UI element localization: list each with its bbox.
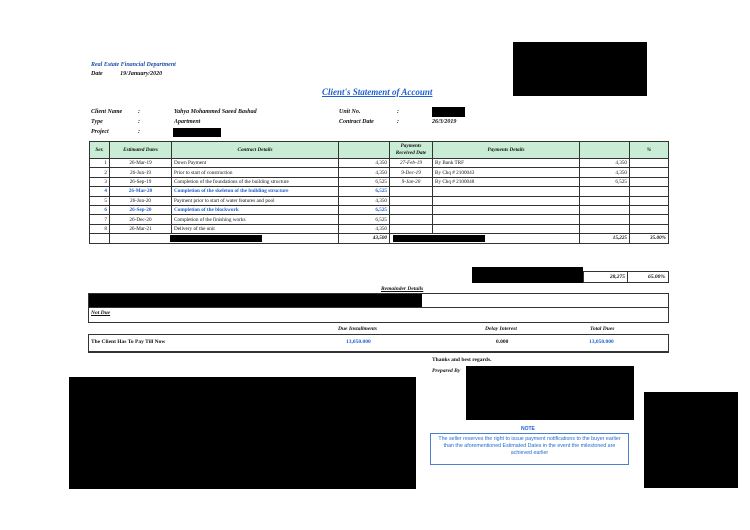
row-received: 9-Jan-20 xyxy=(390,177,433,186)
client-name-value: Yahya Mohammed Saeed Bashad xyxy=(174,109,257,115)
row-details: Completion of the blockwork xyxy=(172,205,339,214)
table-row xyxy=(90,187,669,196)
table-row xyxy=(90,159,669,168)
row-percent xyxy=(630,215,669,224)
row-paid xyxy=(580,224,630,233)
header-contract-details: Contract Details xyxy=(172,142,339,159)
row-received: 27-Feb-19 xyxy=(390,159,433,168)
row-ser: 4 xyxy=(90,187,110,196)
table-row xyxy=(90,177,669,186)
row-details: Payment prior to start of water features and pool xyxy=(172,196,339,205)
statement-table xyxy=(89,141,669,244)
row-pay-details xyxy=(433,187,580,196)
row-details: Delivery of the unit xyxy=(172,224,339,233)
row-ser: 3 xyxy=(90,177,110,186)
remaining-percent: 65.00% xyxy=(648,274,665,280)
row-pay-details: By Chq # 2100048 xyxy=(433,177,580,186)
table-row xyxy=(90,224,669,233)
row-amount: 4,350 xyxy=(339,196,390,205)
row-amount: 6,525 xyxy=(339,205,390,214)
row-pay-details xyxy=(433,215,580,224)
prepared-by-label: Prepared By xyxy=(432,368,461,374)
client-pay-box xyxy=(88,334,669,353)
row-paid: 4,350 xyxy=(580,168,630,177)
total-row xyxy=(90,234,669,243)
row-details: Down Payment xyxy=(172,159,339,168)
date-row xyxy=(91,71,162,77)
table-row xyxy=(90,168,669,177)
colon: : xyxy=(397,119,399,125)
client-name-label: Client Name xyxy=(91,109,123,115)
row-percent xyxy=(630,224,669,233)
thanks-text: Thanks and best regards. xyxy=(432,357,492,363)
total-paid-label-cell xyxy=(390,234,580,243)
due-installments-label: Due Installments xyxy=(338,326,377,332)
table-row xyxy=(90,205,669,214)
row-amount: 4,350 xyxy=(339,168,390,177)
row-pay-details: By Chq # 2100043 xyxy=(433,168,580,177)
remaining-amount: 28,275 xyxy=(609,274,625,280)
contract-date-value: 26/3/2019 xyxy=(432,119,457,125)
note-title: NOTE xyxy=(521,426,535,432)
row-percent xyxy=(630,177,669,186)
total-percent: 35.00% xyxy=(630,234,669,243)
colon: : xyxy=(138,109,140,115)
row-received xyxy=(390,187,433,196)
row-received xyxy=(390,196,433,205)
colon: : xyxy=(138,119,140,125)
redacted-remainder xyxy=(89,294,422,307)
row-details: Completion of the finishing works xyxy=(172,215,339,224)
row-pay-details: By Bank TRF xyxy=(433,159,580,168)
row-received xyxy=(390,215,433,224)
total-paid: 15,225 xyxy=(580,234,630,243)
total-amount: 43,500 xyxy=(339,234,390,243)
redacted-signature xyxy=(466,366,634,420)
row-ser: 2 xyxy=(90,168,110,177)
row-pay-details xyxy=(433,224,580,233)
redacted-stamp-area xyxy=(69,377,416,489)
row-ser: 8 xyxy=(90,224,110,233)
department-name: Real Estate Financial Department xyxy=(91,62,176,68)
row-paid: 4,350 xyxy=(580,159,630,168)
redacted-paid-label xyxy=(393,235,485,242)
colon: : xyxy=(397,109,399,115)
delay-interest-label: Delay Interest xyxy=(485,326,517,332)
row-ser: 7 xyxy=(90,215,110,224)
header-percent: % xyxy=(630,142,669,159)
redacted-unit-no xyxy=(432,107,465,117)
row-ser: 5 xyxy=(90,196,110,205)
row-amount: 4,350 xyxy=(339,224,390,233)
header-payments-received-date: Payments Received Date xyxy=(390,142,433,159)
total-dues-value: 13,050.000 xyxy=(589,339,614,345)
row-percent xyxy=(630,168,669,177)
row-received xyxy=(390,224,433,233)
date-label: Date xyxy=(91,71,103,77)
row-received xyxy=(390,205,433,214)
row-percent xyxy=(630,187,669,196)
row-date: 26-Sep-20 xyxy=(110,205,172,214)
redacted-project xyxy=(173,128,221,137)
row-pay-details xyxy=(433,205,580,214)
row-date: 26-Dec-20 xyxy=(110,215,172,224)
row-paid: 6,525 xyxy=(580,177,630,186)
row-details: Prior to start of construction xyxy=(172,168,339,177)
redacted-right-area xyxy=(644,392,738,488)
row-ser: 6 xyxy=(90,205,110,214)
divider xyxy=(89,307,668,308)
contract-date-label: Contract Date xyxy=(339,119,374,125)
row-date: 26-Jun-20 xyxy=(110,196,172,205)
row-amount: 6,525 xyxy=(339,187,390,196)
redacted-header-paid xyxy=(580,142,630,159)
row-paid xyxy=(580,187,630,196)
project-label: Project xyxy=(91,129,109,135)
row-date: 26-Mar-20 xyxy=(110,187,172,196)
row-amount: 6,525 xyxy=(339,215,390,224)
row-percent xyxy=(630,205,669,214)
row-paid xyxy=(580,205,630,214)
row-percent xyxy=(630,196,669,205)
header-payments-details: Payments Details xyxy=(433,142,580,159)
row-paid xyxy=(580,196,630,205)
redacted-header-amount xyxy=(339,142,390,159)
remaining-percent-box xyxy=(627,271,669,283)
table-row xyxy=(90,196,669,205)
total-label-cell xyxy=(110,234,339,243)
not-due-label: Not Due xyxy=(91,310,111,316)
date-value: 19/January/2020 xyxy=(120,71,163,77)
due-installments-value: 13,050.000 xyxy=(346,339,371,345)
total-dues-label: Total Dues xyxy=(590,326,615,332)
type-label: Type xyxy=(91,119,103,125)
redacted-remaining-label xyxy=(472,267,583,283)
table-header-row xyxy=(90,142,669,159)
delay-interest-value: 0.000 xyxy=(496,339,509,345)
header-ser: Ser. xyxy=(90,142,110,159)
redacted-total-label xyxy=(170,235,262,242)
row-paid xyxy=(580,215,630,224)
remainder-title: Remainder Details xyxy=(381,286,424,292)
row-percent xyxy=(630,159,669,168)
colon: : xyxy=(138,129,140,135)
row-date: 26-Mar-19 xyxy=(110,159,172,168)
row-received: 9-Dec-19 xyxy=(390,168,433,177)
unit-no-label: Unit No. xyxy=(339,109,361,115)
client-pay-label: The Client Has To Pay Till Now xyxy=(91,339,166,345)
row-ser: 1 xyxy=(90,159,110,168)
row-amount: 6,525 xyxy=(339,177,390,186)
remaining-amount-box xyxy=(583,271,628,283)
row-date: 26-Mar-21 xyxy=(110,224,172,233)
table-row xyxy=(90,215,669,224)
row-details: Completion of the skeleton of the building structure xyxy=(172,187,339,196)
total-ser xyxy=(90,234,110,243)
row-date: 26-Jun-19 xyxy=(110,168,172,177)
note-box xyxy=(430,433,629,465)
row-amount: 4,350 xyxy=(339,159,390,168)
row-details: Completion of the foundations of the building structure xyxy=(172,177,339,186)
type-value: Apartment xyxy=(174,119,201,125)
row-pay-details xyxy=(433,196,580,205)
row-date: 26-Sep-19 xyxy=(110,177,172,186)
remainder-box xyxy=(88,293,669,323)
page-title: Client's Statement of Account xyxy=(322,87,433,97)
redacted-logo xyxy=(513,42,647,96)
header-estimated-dates: Estimated Dates xyxy=(110,142,172,159)
note-text: The seller reserves the right to issue payment notifications to the buyer earlier than the aforementioned Estimated Dates in the event the milestoned are achieved earlier xyxy=(438,436,621,456)
